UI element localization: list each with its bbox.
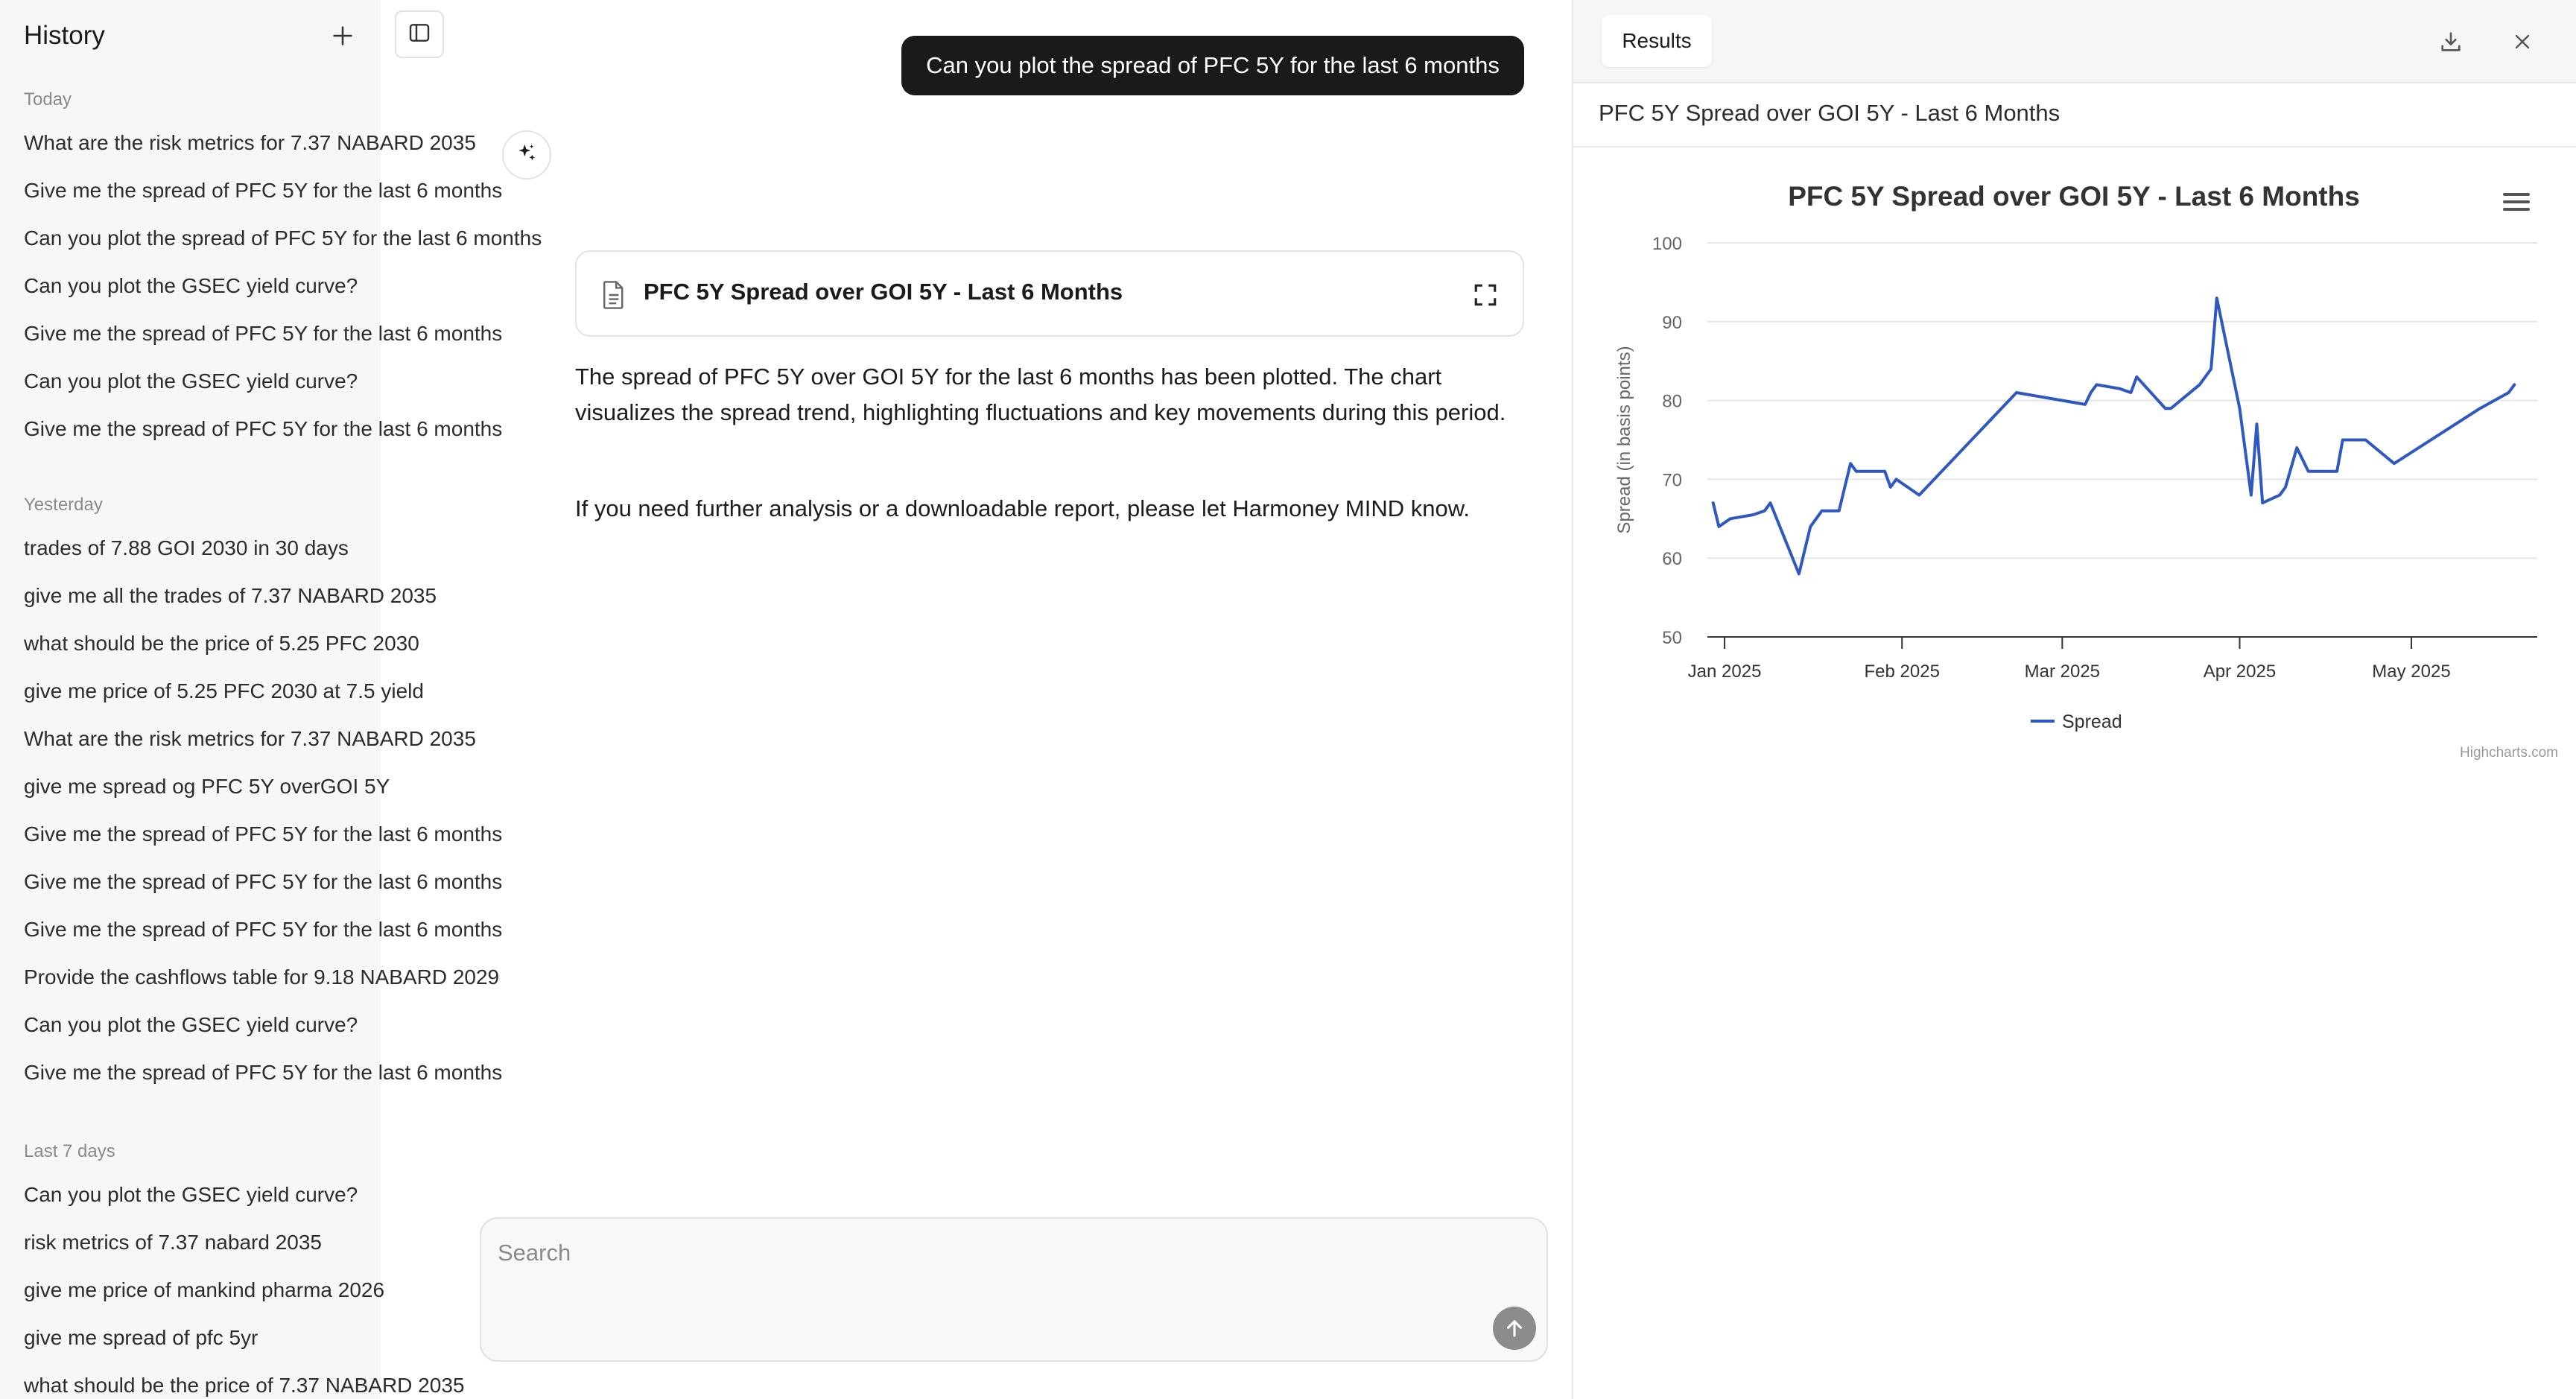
results-toolbar	[1573, 0, 2576, 83]
y-axis-ticks	[1652, 234, 1682, 648]
sidebar-header	[24, 19, 359, 52]
spread-line-chart	[1573, 147, 2576, 781]
history-item[interactable]: give me spread of pfc 5yr	[24, 1326, 258, 1349]
sidebar-toggle-button[interactable]	[395, 10, 444, 58]
history-item[interactable]: Give me the spread of PFC 5Y for the last 6 months	[24, 322, 503, 345]
assistant-message-paragraph: If you need further analysis or a downloadable report, please let Harmoney MIND know.	[575, 495, 1471, 521]
x-tick-label: Feb 2025	[1864, 662, 1940, 682]
y-tick-label: 60	[1662, 549, 1682, 570]
assistant-message-paragraph: The spread of PFC 5Y over GOI 5Y for the last 6 months has been plotted. The chart visualizes the spread trend, highlighting fluctuations and key movements during this period.	[575, 364, 1506, 425]
history-item[interactable]: what should be the price of 7.37 NABARD 2035	[24, 1374, 465, 1397]
history-item[interactable]: give me all the trades of 7.37 NABARD 2035	[24, 584, 437, 607]
y-axis-label: Spread (in basis points)	[1614, 346, 1634, 534]
history-item[interactable]: Give me the spread of PFC 5Y for the last 6 months	[24, 870, 503, 893]
history-item[interactable]: give me price of 5.25 PFC 2030 at 7.5 yield	[24, 679, 424, 702]
legend-item[interactable]: Spread	[2062, 711, 2122, 732]
sparkle-icon	[515, 142, 539, 169]
chart-title: PFC 5Y Spread over GOI 5Y - Last 6 Months	[1788, 181, 2360, 212]
x-tick-label: Mar 2025	[2024, 662, 2101, 682]
history-item[interactable]: Give me the spread of PFC 5Y for the last 6 months	[24, 179, 503, 202]
chart-credit: Highcharts.com	[2460, 745, 2558, 761]
assistant-avatar	[502, 130, 551, 180]
arrow-up-icon	[1502, 1316, 1527, 1341]
document-icon	[602, 280, 626, 314]
history-group-label: Last 7 days	[24, 1141, 115, 1161]
y-tick-label: 100	[1652, 234, 1682, 254]
history-item[interactable]: Give me the spread of PFC 5Y for the last 6 months	[24, 822, 503, 846]
search-input[interactable]	[498, 1231, 1526, 1275]
history-item[interactable]: Can you plot the GSEC yield curve?	[24, 1183, 358, 1206]
x-tick-label: Apr 2025	[2203, 662, 2277, 682]
artifact-title: PFC 5Y Spread over GOI 5Y - Last 6 Months	[644, 279, 1123, 305]
hamburger-menu-icon[interactable]	[2502, 188, 2531, 218]
y-tick-label: 90	[1662, 312, 1682, 333]
user-message: Can you plot the spread of PFC 5Y for the last 6 months	[901, 36, 1524, 95]
download-icon[interactable]	[2433, 24, 2469, 60]
history-item[interactable]: what should be the price of 5.25 PFC 2030	[24, 632, 419, 655]
expand-icon[interactable]	[1469, 279, 1502, 311]
send-button[interactable]	[1493, 1307, 1536, 1350]
history-item[interactable]: give me price of mankind pharma 2026	[24, 1278, 385, 1301]
x-tick-label: May 2025	[2372, 662, 2451, 682]
history-sidebar	[0, 0, 542, 1399]
history-item[interactable]: risk metrics of 7.37 nabard 2035	[24, 1231, 322, 1254]
history-item[interactable]: Give me the spread of PFC 5Y for the last 6 months	[24, 417, 503, 440]
history-item[interactable]: Can you plot the GSEC yield curve?	[24, 369, 358, 393]
series-line-spread[interactable]	[1713, 298, 2515, 574]
x-axis	[1688, 637, 2537, 682]
y-tick-label: 50	[1662, 628, 1682, 648]
close-icon[interactable]	[2504, 24, 2540, 60]
history-group-label: Today	[24, 89, 72, 110]
history-group-label: Yesterday	[24, 495, 103, 515]
tab-results[interactable]: Results	[1602, 15, 1712, 67]
history-item[interactable]: Can you plot the GSEC yield curve?	[24, 1013, 358, 1036]
history-item[interactable]: What are the risk metrics for 7.37 NABARD 2035	[24, 727, 476, 750]
results-subtitle: PFC 5Y Spread over GOI 5Y - Last 6 Months	[1599, 100, 2061, 126]
history-item[interactable]: Give me the spread of PFC 5Y for the last 6 months	[24, 1061, 503, 1084]
history-item[interactable]: trades of 7.88 GOI 2030 in 30 days	[24, 536, 349, 559]
x-tick-label: Jan 2025	[1687, 662, 1762, 682]
search-box	[480, 1217, 1548, 1362]
chart-legend[interactable]	[2031, 711, 2122, 732]
history-item[interactable]: Can you plot the GSEC yield curve?	[24, 274, 358, 297]
sidebar-toggle-icon	[407, 21, 431, 48]
history-item[interactable]: give me spread og PFC 5Y overGOI 5Y	[24, 775, 390, 798]
results-panel	[1572, 0, 2575, 1399]
history-item[interactable]: Give me the spread of PFC 5Y for the last 6 months	[24, 918, 503, 941]
history-item[interactable]: Can you plot the spread of PFC 5Y for the last 6 months	[24, 226, 542, 250]
y-tick-label: 70	[1662, 470, 1682, 491]
history-item[interactable]: Provide the cashflows table for 9.18 NABARD 2029	[24, 965, 500, 989]
chart-artifact-card[interactable]	[575, 250, 1524, 337]
chart-series	[1713, 298, 2515, 574]
y-tick-label: 80	[1662, 391, 1682, 412]
history-item[interactable]: What are the risk metrics for 7.37 NABARD 2035	[24, 131, 476, 154]
plus-icon[interactable]	[326, 19, 359, 52]
sidebar-title: History	[24, 21, 105, 50]
